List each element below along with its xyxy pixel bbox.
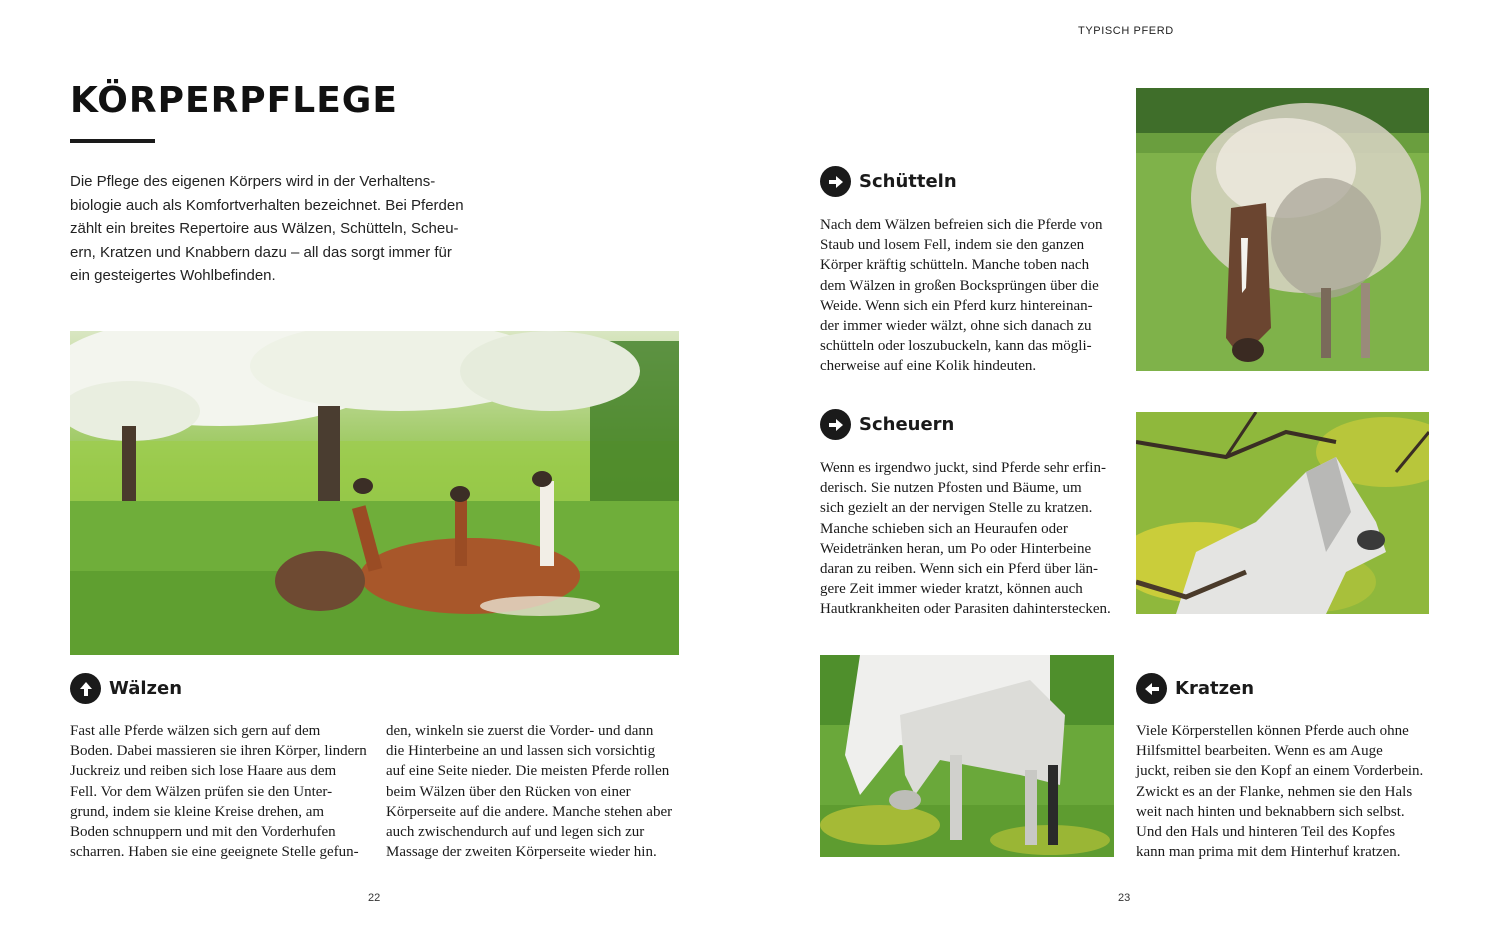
text-line: Weide. Wenn sich ein Pferd kurz hintereinan-: [820, 297, 1093, 314]
kratzen-text: [1136, 721, 1423, 862]
arrow-right-icon: [820, 409, 851, 440]
text-line: daran zu reiben. Wenn sich ein Pferd über län-: [820, 561, 1098, 578]
text-line: Boden. Dabei massieren sie ihren Körper, lindern: [70, 743, 367, 760]
text-line: weit nach hinten und beknabbern sich selbst.: [1136, 803, 1405, 820]
arrow-right-icon: [820, 166, 851, 197]
intro-line: ern, Kratzen und Knabbern dazu – all das sorgt immer für: [70, 243, 452, 261]
waelzen-text-col2: [386, 721, 672, 862]
text-line: Manche schieben sich an Heuraufen oder: [820, 520, 1068, 537]
text-line: cherweise auf eine Kolik hindeuten.: [820, 358, 1037, 375]
text-line: Wenn es irgendwo juckt, sind Pferde sehr erfin-: [820, 460, 1106, 476]
heading-label: Schütteln: [859, 171, 957, 192]
text-line: Zwickt es an der Flanke, nehmen sie den Hals: [1136, 783, 1413, 800]
heading-kratzen: [1136, 673, 1254, 704]
intro-line: zählt ein breites Repertoire aus Wälzen, Schütteln, Scheu-: [70, 220, 459, 237]
heading-label: Kratzen: [1175, 678, 1255, 699]
heading-schuetteln: [820, 166, 957, 197]
text-line: der immer wieder wälzt, ohne sich danach zu: [820, 318, 1092, 335]
text-line: gere Zeit immer wieder kratzt, können auch: [820, 581, 1083, 598]
running-head: TYPISCH PFERD: [1078, 25, 1174, 37]
waelzen-text-col1: [70, 721, 367, 862]
text-line: schütteln oder loszubuckeln, kann das mögli-: [820, 338, 1092, 355]
mare-and-foal-photo: [820, 655, 1114, 857]
text-line: Massage der zweiten Körperseite wieder hin.: [386, 844, 657, 861]
arrow-up-icon: [70, 673, 101, 704]
text-line: sich gezielt an der nervigen Stelle zu kratzen.: [820, 500, 1093, 517]
text-line: den, winkeln sie zuerst die Vorder- und dann: [386, 723, 654, 739]
shaking-horse-photo: [1136, 88, 1429, 371]
heading-scheuern: [820, 409, 954, 440]
scratching-horse-photo: [1136, 412, 1429, 614]
arrow-left-icon: [1136, 673, 1167, 704]
text-line: derisch. Sie nutzen Pfosten und Bäume, um: [820, 480, 1082, 497]
intro-line: ein gesteigertes Wohlbefinden.: [70, 267, 276, 284]
heading-label: Wälzen: [109, 678, 183, 699]
schuetteln-text: [820, 215, 1103, 377]
text-line: Körperseite auf die andere. Manche stehen aber: [386, 803, 673, 820]
text-line: Juckreiz und reiben sich lose Haare aus dem: [70, 763, 337, 780]
text-line: Fast alle Pferde wälzen sich gern auf dem: [70, 723, 321, 739]
intro-line: biologie auch als Komfortverhalten bezeichnet. Bei Pferden: [70, 196, 464, 214]
heading-label: Scheuern: [859, 414, 955, 435]
text-line: beim Wälzen über den Rücken von einer: [386, 783, 631, 800]
text-line: auf eine Seite nieder. Die meisten Pferde rollen: [386, 763, 670, 780]
text-line: scharren. Haben sie eine geeignete Stelle gefun-: [70, 844, 359, 861]
text-line: Fell. Vor dem Wälzen prüfen sie den Unter-: [70, 783, 333, 800]
text-line: Nach dem Wälzen befreien sich die Pferde von: [820, 217, 1103, 233]
title-rule: [70, 139, 155, 143]
text-line: juckt, reiben sie den Kopf an einem Vorderbein.: [1136, 763, 1424, 780]
text-line: Hautkrankheiten oder Parasiten dahinterstecken.: [820, 601, 1111, 618]
text-line: Viele Körperstellen können Pferde auch ohne: [1136, 723, 1409, 739]
text-line: Und den Hals und hinteren Teil des Kopfes: [1136, 824, 1396, 841]
text-line: dem Wälzen in großen Bocksprüngen über die: [820, 277, 1099, 294]
text-line: Boden schnuppern und mit den Vorderhufen: [70, 824, 336, 841]
text-line: grund, indem sie kleine Kreise drehen, am: [70, 803, 325, 820]
text-line: Hilfsmittel bearbeiten. Wenn es am Auge: [1136, 743, 1383, 760]
heading-waelzen: [70, 673, 182, 704]
rolling-horse-photo: [70, 331, 679, 655]
text-line: Weidetränken heran, um Po oder Hinterbeine: [820, 540, 1092, 557]
text-line: Körper kräftig schütteln. Manche toben nach: [820, 257, 1090, 274]
text-line: die Hinterbeine an und lassen sich vorsichtig: [386, 743, 656, 760]
intro-paragraph: [70, 170, 490, 288]
text-line: Staub und losem Fell, indem sie den ganzen: [820, 237, 1085, 254]
text-line: kann man prima mit dem Hinterhuf kratzen.: [1136, 844, 1401, 861]
page-number-right: 23: [1118, 892, 1131, 904]
intro-line: Die Pflege des eigenen Körpers wird in der Verhaltens-: [70, 173, 436, 190]
page-number-left: 22: [368, 892, 381, 904]
page-title: KÖRPERPFLEGE: [70, 80, 398, 121]
text-line: auch zwischendurch auf und legen sich zur: [386, 824, 645, 841]
scheuern-text: [820, 458, 1111, 620]
